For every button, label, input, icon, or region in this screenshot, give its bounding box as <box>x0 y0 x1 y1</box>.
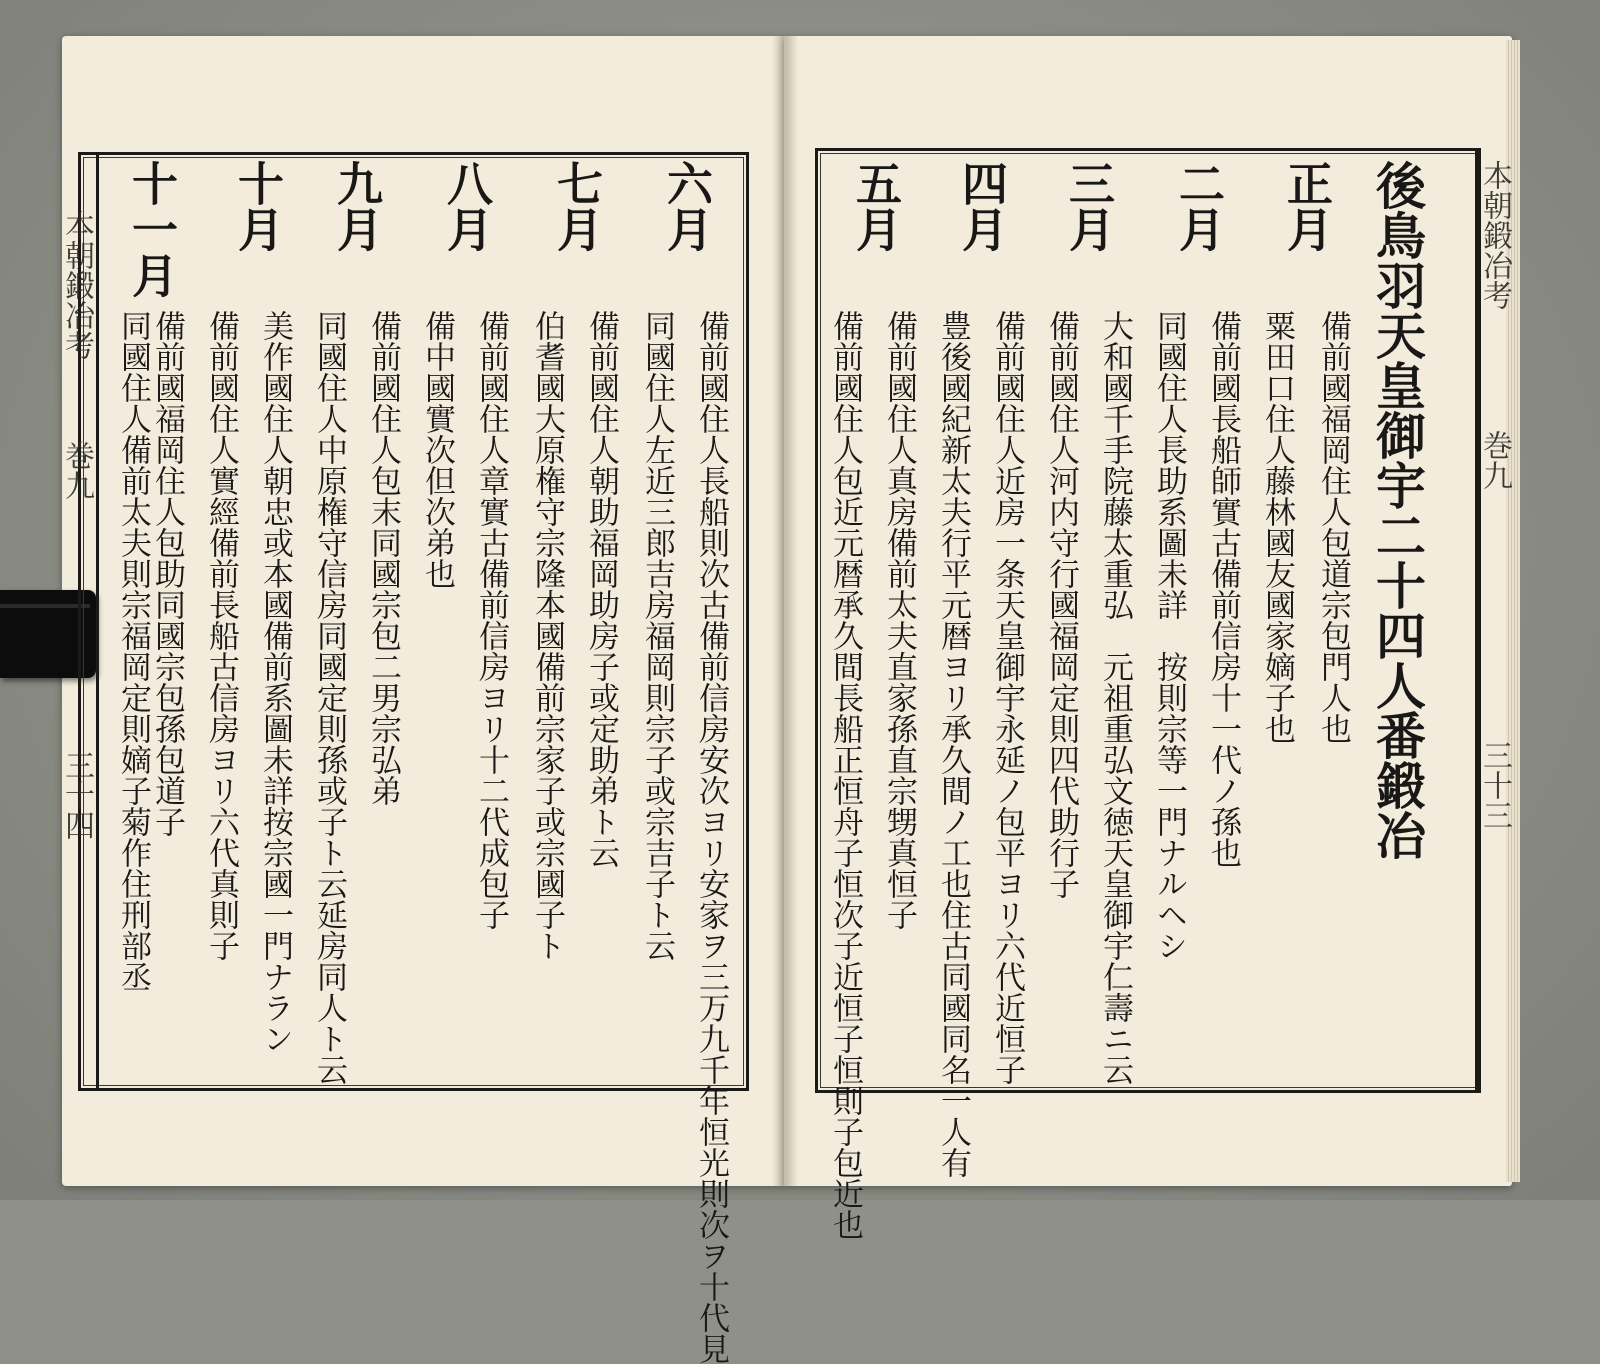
entry-line: 備前國福岡住人包助同國宗包孫包道子 <box>149 310 185 837</box>
entry-line: 備前國住人包近元暦承久間長船正恒舟子恒次子近恒子恒則子包近也 <box>827 310 863 1240</box>
month-label-2: 二月 <box>1172 160 1226 252</box>
entry-line: 伯耆國大原権守宗隆本國備前宗家子或宗國子ト <box>529 310 565 961</box>
entry-line: 備前國福岡住人包道宗包門人也 <box>1315 310 1351 744</box>
right-hanshin-page: 三十三 <box>1477 740 1512 830</box>
entry-line: 備前國住人河内守行國福岡定則四代助行子 <box>1043 310 1079 899</box>
left-hanshin-page: 三十四 <box>59 750 94 840</box>
entry-line: 美作國住人朝忠或本國備前系圖未詳按宗國一門ナラン <box>257 310 293 1054</box>
left-hanshin-rule <box>96 152 99 1088</box>
entry-line: 豊後國紀新太夫行平元暦ヨリ承久間ノ工也住古同國同名一人有 <box>935 310 971 1178</box>
entry-line: 同國住人長助系圖未詳 按則宗等一門ナルヘシ <box>1151 310 1187 961</box>
entry-line: 備前國住人包末同國宗包二男宗弘弟 <box>365 310 401 806</box>
entry-line: 同國住人中原権守信房同國定則孫或子ト云延房同人ト云 <box>311 310 347 1085</box>
entry-line: 備前國住人章實古備前信房ヨリ十二代成包子 <box>473 310 509 930</box>
month-label-10: 十月 <box>231 160 285 252</box>
month-label-5: 五月 <box>849 160 903 252</box>
entry-line: 大和國千手院藤太重弘 元祖重弘文徳天皇御宇仁壽ニ云 <box>1097 310 1133 1085</box>
month-label-3: 三月 <box>1062 160 1116 252</box>
month-label-4: 四月 <box>955 160 1009 252</box>
entry-line: 備前國住人真房備前太夫直家孫直宗甥真恒子 <box>881 310 917 930</box>
page-title: 後鳥羽天皇御宇二十四人番鍛冶 <box>1368 160 1427 860</box>
entry-line: 備前國住人長船則次古備前信房安次ヨリ安家ヲ三万九千年恒光則次ヲ十代見 <box>693 310 729 1364</box>
month-label-11: 十一月 <box>125 160 179 298</box>
entry-line: 備前國住人實經備前長船古信房ヨリ六代真則子 <box>203 310 239 961</box>
left-hanshin-volume: 巻九 <box>59 440 94 500</box>
right-hanshin-volume: 巻九 <box>1477 430 1512 490</box>
month-label-1: 正月 <box>1280 160 1334 252</box>
entry-line: 備前國長船師實古備前信房十一代ノ孫也 <box>1205 310 1241 868</box>
entry-line: 備前國住人朝助福岡助房子或定助弟ト云 <box>583 310 619 868</box>
entry-line: 備中國實次但次弟也 <box>419 310 455 589</box>
entry-line: 粟田口住人藤林國友國家嫡子也 <box>1259 310 1295 744</box>
entry-line: 同國住人備前太夫則宗福岡定則嫡子菊作住刑部丞 <box>115 310 151 992</box>
month-label-8: 八月 <box>440 160 494 252</box>
book-gutter <box>772 36 798 1186</box>
entry-line: 備前國住人近房一条天皇御宇永延ノ包平ヨリ六代近恒子 <box>989 310 1025 1085</box>
entry-line: 同國住人左近三郎吉房福岡則宗子或宗吉子ト云 <box>639 310 675 961</box>
month-label-7: 七月 <box>550 160 604 252</box>
month-label-6: 六月 <box>660 160 714 252</box>
month-label-9: 九月 <box>330 160 384 252</box>
left-hanshin-title: 本朝鍛冶考 <box>59 210 94 360</box>
right-hanshin-title: 本朝鍛冶考 <box>1477 160 1512 310</box>
